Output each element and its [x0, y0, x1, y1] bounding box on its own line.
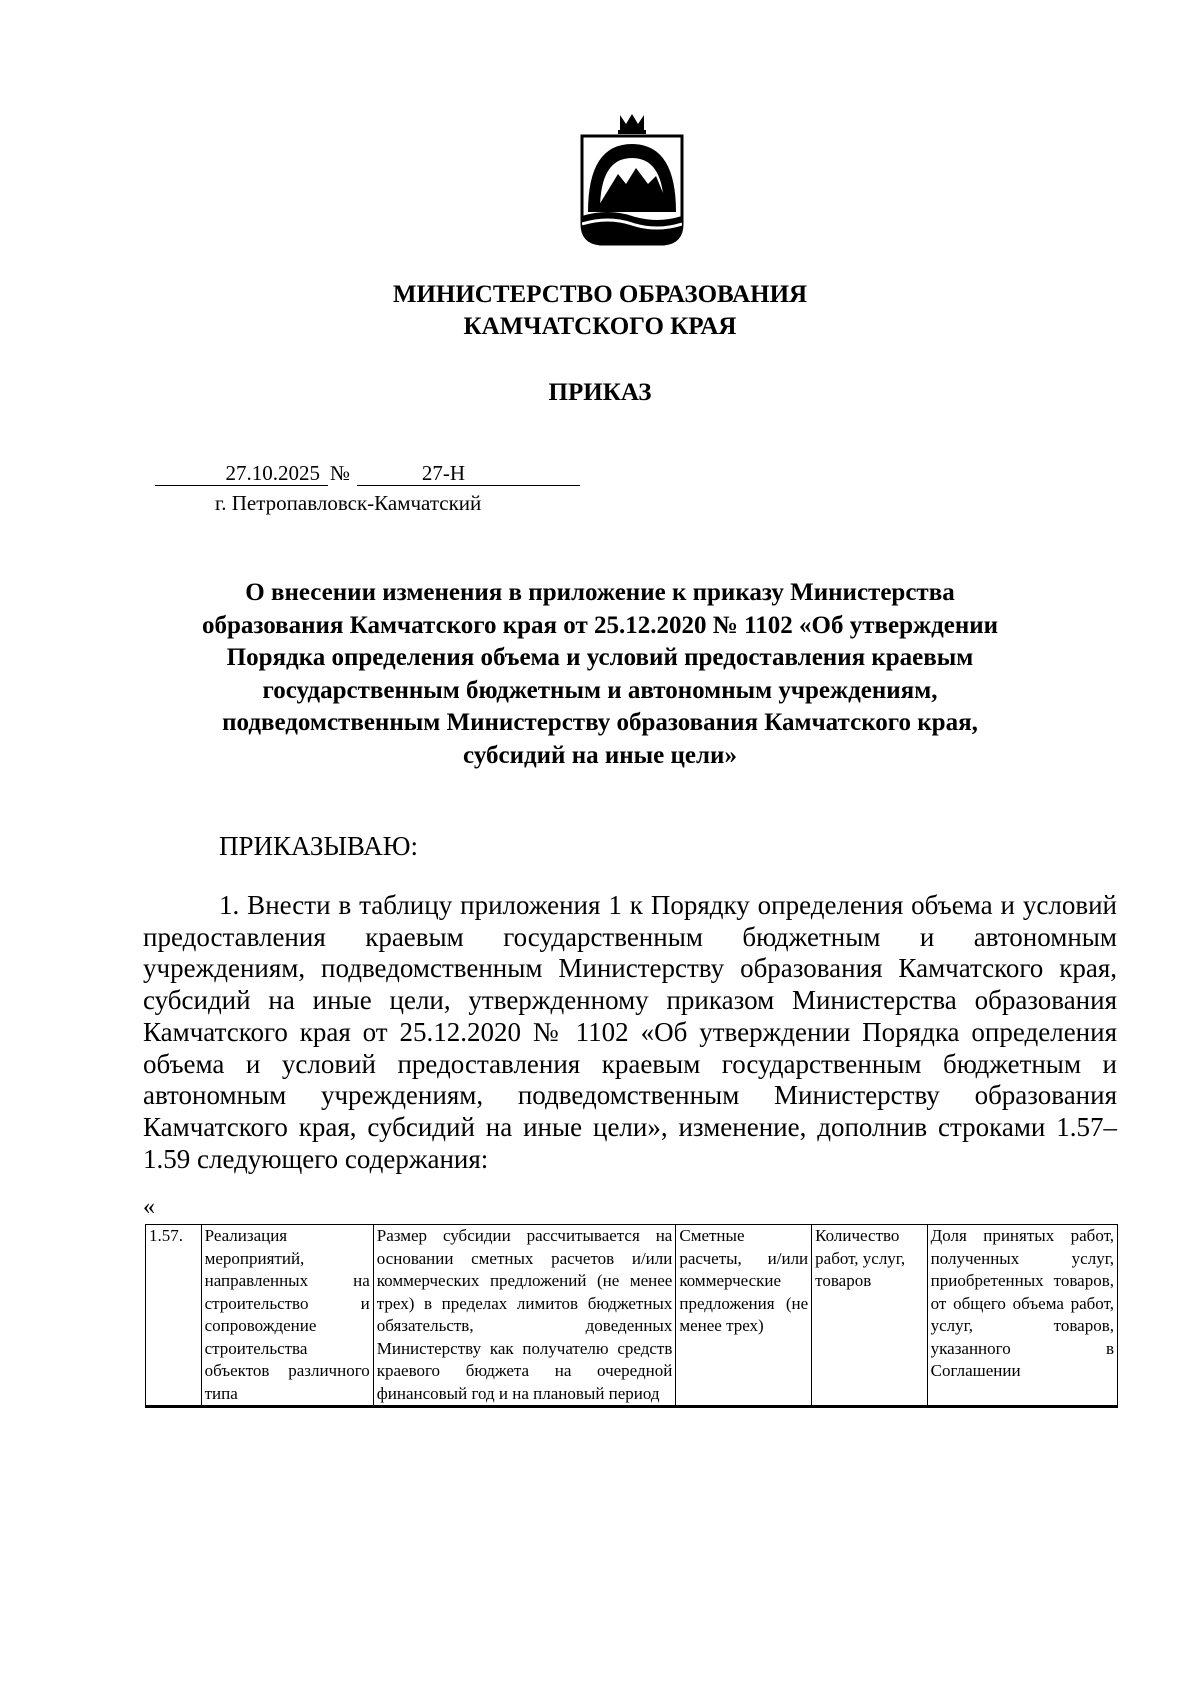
subject-line: Порядка определения объема и условий предоставления краевым — [226, 644, 974, 671]
ministry-line-1: МИНИСТЕРСТВО ОБРАЗОВАНИЯ — [392, 281, 808, 308]
ministry-line-2: КАМЧАТСКОГО КРАЯ — [463, 313, 737, 340]
subject-line: О внесении изменения в приложение к приказу Министерства — [245, 579, 955, 606]
ministry-name — [0, 279, 1200, 343]
order-word: ПРИКАЗЫВАЮ: — [219, 831, 418, 861]
number-sign: № — [330, 461, 351, 485]
table-row — [146, 1225, 1118, 1407]
order-number: 27-Н — [357, 461, 580, 486]
indicator-cell: Доля принятых работ, полученных услуг, приобретенных товаров, от общего объема работ, услуг, товаров, указанного в Соглашении — [927, 1225, 1117, 1407]
amendment-table — [145, 1224, 1118, 1408]
subject-line: образования Камчатского края от 25.12.2020 № 1102 «Об утверждении — [201, 611, 999, 639]
order-subject — [140, 577, 1060, 772]
date-number-line — [155, 461, 580, 489]
calculation-method-cell: Размер субсидии рассчитывается на основании сметных расчетов и/или коммерческих предложений (не менее трех) в пределах лимитов бюджетных обязательств, доведенных Министерству как получателю средств краевого бюджета на очередной финансовый год и на плановый период — [373, 1225, 676, 1407]
supporting-docs-cell: Сметные расчеты, и/или коммерческие предложения (не менее трех) — [676, 1225, 812, 1407]
subject-line: субсидий на иные цели» — [463, 741, 737, 769]
order-date: 27.10.2025 — [155, 461, 328, 486]
subject-line: государственным бюджетным и автономным учреждениям, — [262, 676, 938, 704]
kamchatka-emblem-icon — [578, 112, 686, 248]
city: г. Петропавловск-Камчатский — [215, 491, 482, 515]
result-cell: Количество работ, услуг, товаров — [812, 1225, 927, 1407]
row-number-cell: 1.57. — [146, 1225, 202, 1407]
measure-name-cell: Реализация мероприятий, направленных на строительство и сопровождение строительства объектов различного типа — [201, 1225, 373, 1407]
opening-quote: « — [143, 1194, 155, 1220]
paragraph-1: 1. Внести в таблицу приложения 1 к Порядку определения объема и условий предоставления краевым государственным бюджетным и автономным учреждениям, подведомственным Министерству образования Камчатского края, субсидий на иные цели, утвержденному приказом Министерства образования Камчатского края от 25.12.2020 № 1102 «Об утверждении Порядка определения объема и условий предоставления краевым государственным бюджетным и автономным учреждениям, подведомственным Министерству образования Камчатского края, субсидий на иные цели», изменение, дополнив строками 1.57–1.59 следующего содержания: — [143, 890, 1117, 1174]
document-type: ПРИКАЗ — [548, 379, 652, 406]
subject-line: подведомственным Министерству образования Камчатского края, — [222, 709, 978, 736]
